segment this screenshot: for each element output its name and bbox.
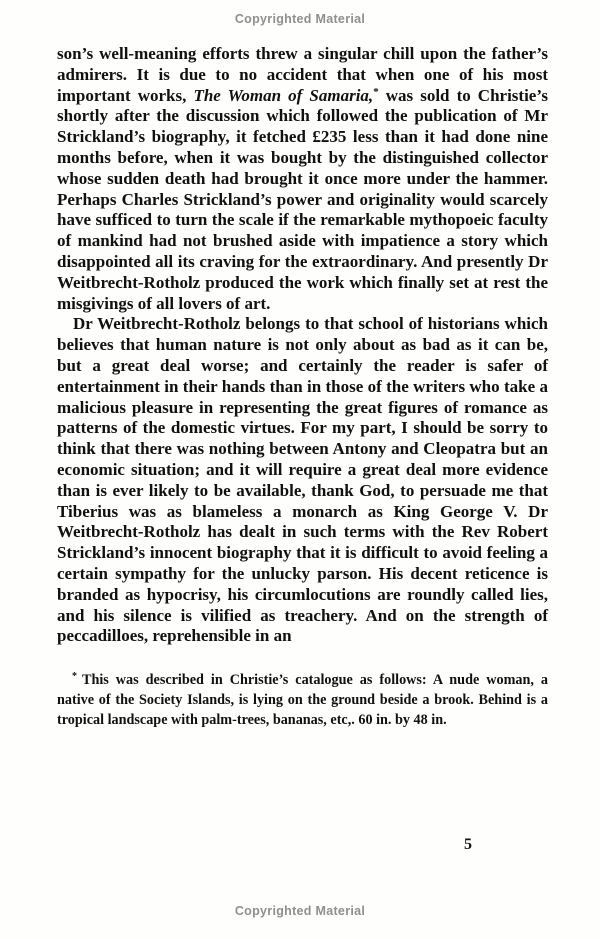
page-number: 5: [464, 836, 472, 853]
book-title-italic: The Woman of Samaria,: [193, 85, 374, 105]
footnote-marker: *: [72, 671, 77, 683]
paragraph-1-text-post: was sold to Christie’s shortly after the discussion which followed the publication of Mr Strickland’s biography, it fetched £235 less than it had done nine months before, when it was bought by the distinguished collector whose sudden death had brought it once more under the hammer. Perhaps Charles Strickland’s power and originality would scarcely have sufficed to turn the scale if the remarkable mythopoeic faculty of mankind had not brushed aside with impatience a story which disappointed all its craving for the extraordinary. And presently Dr Weitbrecht-Rotholz produced the work which finally set at rest the misgivings of all lovers of art.: [57, 85, 548, 313]
body-paragraph-2: Dr Weitbrecht-Rotholz belongs to that school of historians which believes that human nature is not only about as bad as it can be, but a great deal worse; and certainly the reader is safer of entertainment in their hands than in those of the writers who take a malicious pleasure in representing the great figures of romance as patterns of the domestic virtues. For my part, I should be sorry to think that there was nothing between Antony and Cleopatra but an economic situation; and it will require a great deal more evidence than is ever likely to be available, thank God, to persuade me that Tiberius was as blameless a monarch as King George V. Dr Weitbrecht-Rotholz has dealt in such terms with the Rev Robert Strickland’s innocent biography that it is difficult to avoid feeling a certain sympathy for the unlucky parson. His decent reticence is branded as hypocrisy, his circumlocutions are roundly called lies, and his silence is vilified as treachery. And on the strength of peccadilloes, reprehensible in an: [57, 314, 548, 646]
body-paragraph-1: [57, 44, 548, 314]
copyright-notice-bottom: Copyrighted Material: [234, 904, 366, 918]
footnote: [57, 671, 548, 730]
footnote-text: This was described in Christie’s catalogue as follows: A nude woman, a native of the Society Islands, is lying on the ground beside a brook. Behind is a tropical landscape with palm-trees, bananas, etc,. 60 in. by 48 in.: [57, 672, 548, 728]
copyright-notice-top: Copyrighted Material: [234, 12, 366, 26]
footnote-reference-asterisk: *: [373, 85, 379, 98]
paragraph-1-text-pre: son’s well-meaning efforts threw a singular chill upon the father’s admirers. It is due to no accident that when one of his most important works,: [57, 44, 548, 105]
page-body: [57, 44, 548, 731]
